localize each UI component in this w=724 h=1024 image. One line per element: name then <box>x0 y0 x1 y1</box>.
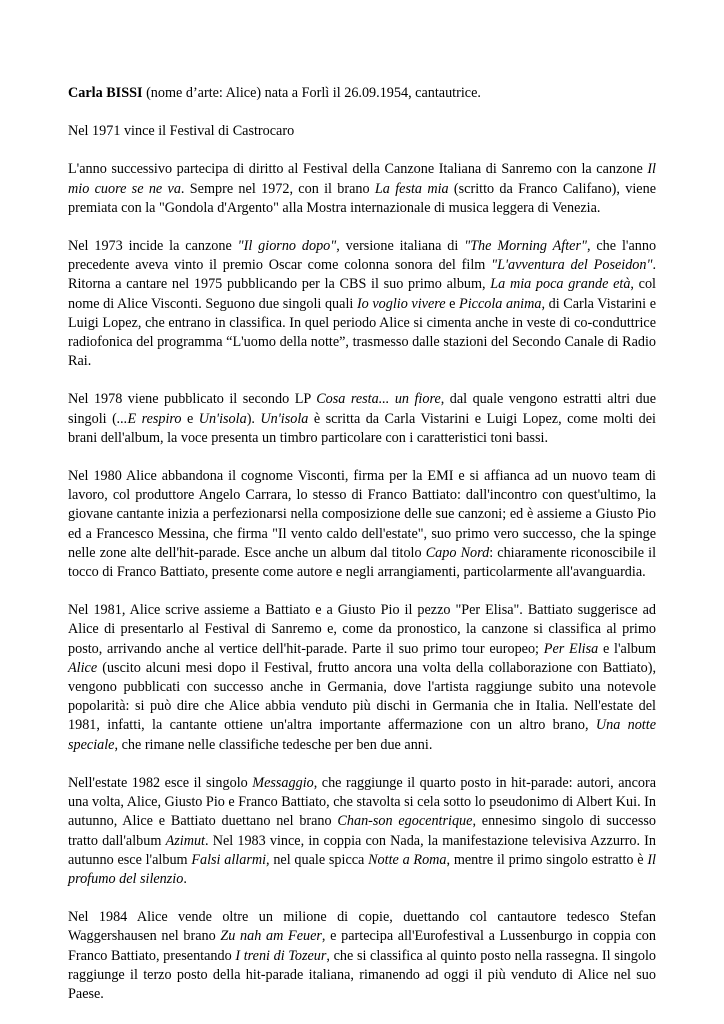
intro-paragraph: Carla BISSI (nome d’arte: Alice) nata a Forlì il 26.09.1954, cantautrice. <box>68 85 481 101</box>
year-1984-paragraph: Nel 1984 Alice vende oltre un milione di copie, duettando col cantautore tedesco Stefan Waggershausen nel brano Zu nah am Feuer, e partecipa all'Eurofestival a Lussenburgo in coppia con Franco Battiato, presentando I treni di Tozeur, che si classifica al quinto posto nella rassegna. Il singolo raggiunge il terzo posto della hit-parade italiana, rimanendo ad oggi il più venduto di Alice nel suo Paese. <box>68 909 656 1002</box>
sanremo-1972-paragraph: L'anno successivo partecipa di diritto al Festival della Canzone Italiana di Sanremo con la canzone Il mio cuore se ne va. Sempre nel 1972, con il brano La festa mia (scritto da Franco Califano), viene premiata con la "Gondola d'Argento" alla Mostra internazionale di musica leggera di Venezia. <box>68 161 656 216</box>
year-1982-paragraph: Nell'estate 1982 esce il singolo Messaggio, che raggiunge il quarto posto in hit-parade: autori, ancora una volta, Alice, Giusto Pio e Franco Battiato, che stavolta si cela sotto lo pseudonimo di Albert Kui. In autunno, Alice e Battiato duettano nel brano Chan-son egocentrique, ennesimo singolo di successo tratto dall'album Azimut. Nel 1983 vince, in coppia con Nada, la manifestazione televisiva Azzurro. In autunno esce l'album Falsi allarmi, nel quale spicca Notte a Roma, mentre il primo singolo estratto è Il profumo del silenzio. <box>68 774 657 887</box>
year-1981-paragraph: Nel 1981, Alice scrive assieme a Battiato e a Giusto Pio il pezzo "Per Elisa". Battiato suggerisce ad Alice di presentarlo al Festival di Sanremo e, come da pronostico, la canzone si classifica al primo posto, arrivando anche al vertice dell'hit-parade. Parte il suo primo tour europeo; Per Elisa e l'album Alice (uscito alcuni mesi dopo il Festival, frutto ancora una volta della collaborazione con Battiato), vengono pubblicati con successo anche in Germania, dove l'artista raggiunge subito una notevole popolarità: si può dire che Alice abbia venduto più dischi in Germania che in Italia. Nell'estate del 1981, infatti, la cantante ottiene un'altra importante affermazione con un altro brano, Una notte speciale, che rimane nelle classifiche tedesche per ben due anni. <box>68 602 656 753</box>
document-page <box>68 84 656 1023</box>
year-1980-paragraph: Nel 1980 Alice abbandona il cognome Visconti, firma per la EMI e si affianca ad un nuovo team di lavoro, col produttore Angelo Carrara, lo stesso di Franco Battiato: dall'incontro con quest'ultimo, la giovane cantante inizia a perfezionarsi nella composizione delle sue canzoni; ed è assieme a Giusto Pio ed a Francesco Messina, che firma "Il vento caldo dell'estate", suo primo vero successo, che la spinge nelle zone alte dell'hit-parade. Esce anche un album dal titolo Capo Nord: chiaramente riconoscibile il tocco di Franco Battiato, presente come autore e negli arrangiamenti, particolarmente all'avanguardia. <box>68 468 657 581</box>
year-1978-paragraph: Nel 1978 viene pubblicato il secondo LP Cosa resta... un fiore, dal quale vengono estratti altri due singoli (...E respiro e Un'isola). Un'isola è scritta da Carla Vistarini e Luigi Lopez, come molti dei brani dell'album, la voce presenta un timbro particolare con i caratteristici toni bassi. <box>68 391 656 446</box>
castrocaro-paragraph: Nel 1971 vince il Festival di Castrocaro <box>68 123 295 140</box>
year-1973-paragraph: Nel 1973 incide la canzone "Il giorno dopo", versione italiana di "The Morning After", che l'anno precedente aveva vinto il premio Oscar come colonna sonora del film "L'avventura del Poseidon". Ritorna a cantare nel 1975 pubblicando per la CBS il suo primo album, La mia poca grande età, col nome di Alice Visconti. Seguono due singoli quali Io voglio vivere e Piccola anima, di Carla Vistarini e Luigi Lopez, che entrano in classifica. In quel periodo Alice si cimenta anche in veste di co-conduttrice radiofonica del programma “L'uomo della notte”, trasmesso dalle stazioni del Secondo Canale di Radio Rai. <box>68 238 657 370</box>
artist-name: Carla BISSI <box>68 85 143 101</box>
